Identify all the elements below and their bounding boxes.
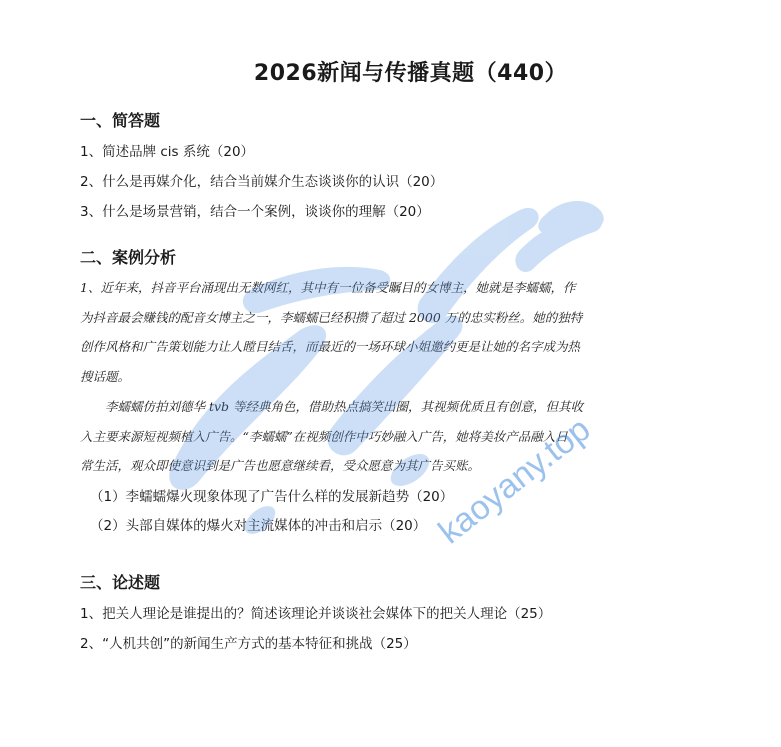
case-paragraph-line: 常生活，观众即使意识到是广告也愿意继续看，受众愿意为其广告买账。: [80, 458, 481, 473]
case-paragraph-line: 李蠕蠕仿拍刘德华 tvb 等经典角色，借助热点搞笑出圈，其视频优质且有创意，但其收: [80, 399, 584, 414]
section-heading-short-answer: 一、简答题: [80, 111, 161, 130]
question-1-1: 1、简述品牌 cis 系统（20）: [80, 144, 255, 160]
question-3-1: 1、把关人理论是谁提出的？简述该理论并谈谈社会媒体下的把关人理论（25）: [80, 606, 552, 622]
question-1-2: 2、什么是再媒介化，结合当前媒介生态谈谈你的认识（20）: [80, 174, 444, 190]
case-paragraph-line: 创作风格和广告策划能力让人瞠目结舌，而最近的一场环球小姐邀约更是让她的名字成为热: [80, 339, 581, 354]
page-title: 2026新闻与传播真题（440）: [253, 61, 568, 86]
question-3-2: 2、“人机共创”的新闻生产方式的基本特征和挑战（25）: [80, 636, 417, 652]
case-paragraph-line: 搜话题。: [80, 369, 131, 384]
case-paragraph-line: 入主要来源短视频植入广告。“李蠕蠕”在视频创作中巧妙融入广告，她将美妆产品融入日: [80, 429, 568, 444]
section-heading-essay: 三、论述题: [80, 573, 161, 592]
case-paragraph-line: 为抖音最会赚钱的配音女博主之一，李蠕蠕已经积攒了超过 2000 万的忠实粉丝。她的独特: [80, 310, 583, 325]
case-paragraph-line: 1、近年来，抖音平台涌现出无数网红，其中有一位备受瞩目的女博主，她就是李蠕蠕，作: [80, 280, 576, 295]
question-1-3: 3、什么是场景营销，结合一个案例，谈谈你的理解（20）: [80, 204, 430, 220]
watermark-url: kaoyany.top: [431, 410, 598, 552]
section-heading-case-analysis: 二、案例分析: [80, 248, 177, 267]
subquestion-2-1: （1）李蠕蠕爆火现象体现了广告什么样的发展新趋势（20）: [90, 489, 454, 505]
subquestion-2-2: （2）头部自媒体的爆火对主流媒体的冲击和启示（20）: [90, 518, 427, 534]
